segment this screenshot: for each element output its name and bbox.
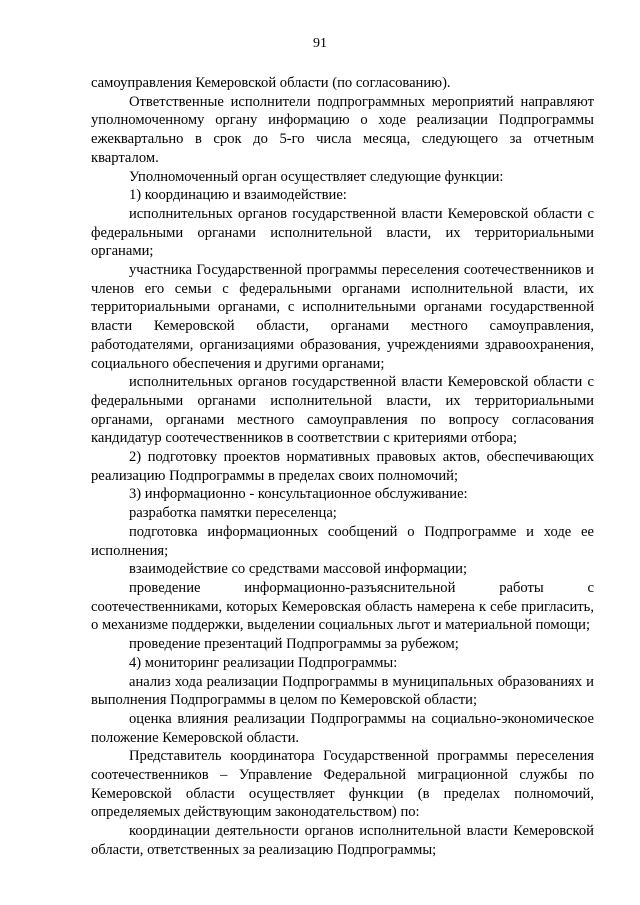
paragraph: 2) подготовку проектов нормативных правовых актов, обеспечивающих реализацию Подпрограммы в пределах своих полномочий;: [91, 449, 594, 484]
paragraph: Представитель координатора Государственной программы переселения соотечественников – Управление Федеральной миграционной службы по Кемеровской области осуществляет функции (в пределах полномочий, определяемых действующим законодательством) по:: [91, 748, 594, 821]
page-number: 91: [313, 36, 327, 51]
paragraph: 3) информационно - консультационное обслуживание:: [129, 486, 468, 503]
paragraph: разработка памятки переселенца;: [129, 505, 337, 522]
paragraph: Ответственные исполнители подпрограммных мероприятий направляют уполномоченному органу информацию о ходе реализации Подпрограммы ежеквартально в срок до 5-го числа месяца, следующего за отчетным кварталом.: [91, 93, 594, 166]
paragraph: проведение презентаций Подпрограммы за рубежом;: [129, 636, 459, 653]
paragraph: проведение информационно-разъяснительной работы с соотечественниками, которых Кемеровская область намерена к себе пригласить, о механизме поддержки, выделении социальных льгот и материальной помощи;: [91, 579, 594, 634]
paragraph: участника Государственной программы переселения соотечественников и членов его семьи с федеральными органами исполнительной власти, их территориальными органами, с исполнительными органами государственной власти Кемеровской области, органами местного самоуправления, работодателями, организациями образования, учреждениями здравоохранения, социального обеспечения и другими органами;: [91, 262, 594, 372]
paragraph: анализ хода реализации Подпрограммы в муниципальных образованиях и выполнения Подпрограммы в целом по Кемеровской области;: [91, 673, 594, 709]
paragraph: оценка влияния реализации Подпрограммы на социально-экономическое положение Кемеровской области.: [91, 710, 594, 746]
paragraph: исполнительных органов государственной власти Кемеровской области с федеральными органами исполнительной власти, их территориальными органами, органами местного самоуправления по вопросу согласования кандидатур соотечественников в соответствии с критериями отбора;: [91, 374, 594, 447]
paragraph: подготовка информационных сообщений о Подпрограмме и ходе ее исполнения;: [91, 523, 594, 559]
paragraph: 4) мониторинг реализации Подпрограммы:: [129, 654, 398, 671]
paragraph: координации деятельности органов исполнительной власти Кемеровской области, ответственных за реализацию Подпрограммы;: [91, 823, 594, 858]
paragraph: исполнительных органов государственной власти Кемеровской области с федеральными органами исполнительной власти, их территориальными органами;: [91, 205, 594, 260]
paragraph: самоуправления Кемеровской области (по согласованию).: [91, 75, 451, 91]
paragraph: Уполномоченный орган осуществляет следующие функции:: [129, 168, 504, 185]
paragraph: взаимодействие со средствами массовой информации;: [129, 561, 468, 578]
document-body: [91, 74, 594, 860]
paragraph: 1) координацию и взаимодействие:: [129, 187, 347, 204]
